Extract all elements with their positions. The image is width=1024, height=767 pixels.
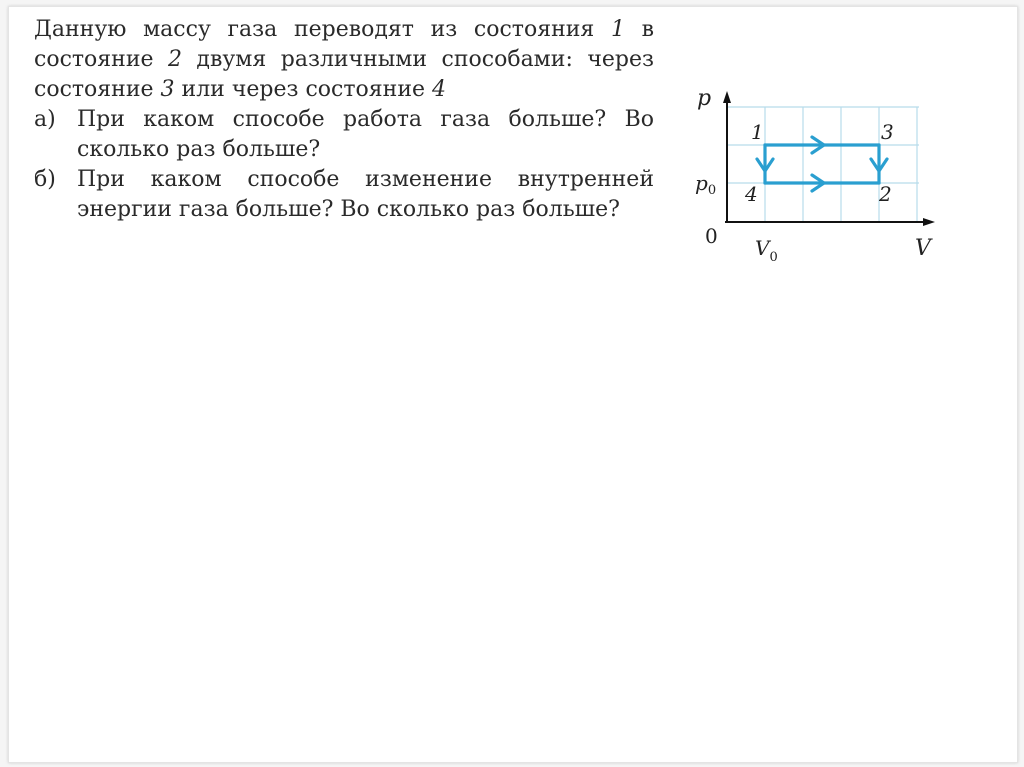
state-number-1: 1 [610,17,625,42]
question-a [34,105,654,165]
state-number-2: 2 [167,47,182,72]
question-b [34,165,654,225]
question-b-text: При каком способе изменение внутренней энергии газа больше? Во сколько раз больше? [77,167,654,222]
intro-part-2: в состояние [34,17,654,72]
pv-diagram [677,77,957,277]
problem-intro [34,15,654,105]
v0-label [755,236,778,265]
origin-label: 0 [705,224,718,248]
p0-label-base: p [695,171,708,195]
state-label-2: 2 [879,182,892,206]
state-number-3: 3 [160,77,175,102]
problem-text [34,15,654,225]
process-paths [757,137,887,191]
v0-label-sub: 0 [769,250,778,265]
question-b-letter: б) [34,167,56,192]
state-label-4: 4 [745,182,758,206]
y-axis-arrow-icon [723,91,731,103]
question-a-text: При каком способе работа газа больше? Во сколько раз больше? [77,107,654,162]
axis-y-label: p [697,86,712,111]
intro-part-1: Данную массу газа переводят из состояния [34,17,611,42]
intro-part-3: двумя различными способами: через состояние [34,47,654,102]
slide [8,6,1018,763]
v0-label-base: V [755,236,770,260]
axis-x-label: V [915,236,931,261]
x-axis-arrow-icon [923,218,935,226]
intro-part-4: или через состояние [174,77,432,102]
state-label-1: 1 [751,120,764,144]
p0-label-sub: 0 [707,183,717,198]
question-a-letter: а) [34,107,56,132]
state-label-3: 3 [881,120,894,144]
p0-label [695,171,716,198]
state-number-4: 4 [432,77,446,102]
